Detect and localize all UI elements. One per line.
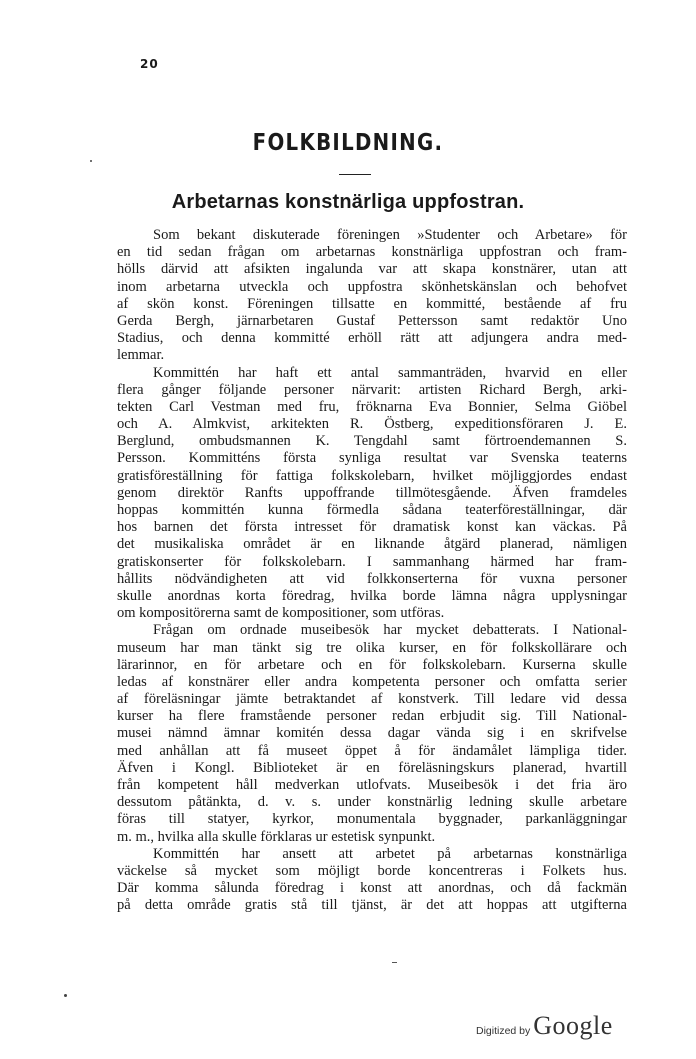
text-line: på detta område gratis stå till tjänst, är det att hoppas att utgifterna xyxy=(117,897,627,914)
text-line: lemmar. xyxy=(117,347,165,364)
text-line: med anhållan att få museet öppet å för ändamålet lämpliga tider. xyxy=(117,742,627,759)
text-line: skulle anordnas korta föredrag, hvilka borde lämna några upplysningar xyxy=(117,587,627,604)
text-line: Där komma sålunda föredrag i konst att anordnas, och då fackmän xyxy=(117,880,627,897)
text-line: Som bekant diskuterade föreningen »Studenter och Arbetare» för xyxy=(153,227,627,243)
title-rule xyxy=(339,174,371,175)
text-line: flera gånger följande personer närvarit: artisten Richard Bergh, arki- xyxy=(117,381,627,398)
text-line: från kompetent håll medverkan utlofvats. Museibesök i det fria äro xyxy=(117,777,627,793)
text-line: Gerda Bergh, järnarbetaren Gustaf Pettersson samt redaktör Uno xyxy=(117,312,627,329)
text-line: inom arbetarna utveckla och uppfostra skönhetskänslan och behofvet xyxy=(117,278,627,295)
text-line: hölls därvid att afsikten ingalunda var att skapa konstnärer, utan att xyxy=(117,261,627,278)
text-line: m. m., hvilka alla skulle förklaras ur estetisk synpunkt. xyxy=(117,828,436,845)
print-mark xyxy=(392,962,397,963)
article-body xyxy=(117,227,627,915)
text-line: hoppas kommittén kunna förmedla sådana teaterföreställningar, där xyxy=(117,502,627,518)
text-line: museum har man tänkt sig tre olika kurser, en för folkskollärare och xyxy=(117,639,627,656)
text-line: af föreläsningar jämte betraktandet af konstverk. Till ledare vid dessa xyxy=(117,691,627,708)
text-line: Berglund, ombudsmannen K. Tengdahl samt förtroendemannen S. xyxy=(117,433,627,450)
text-line: föras till statyer, kyrkor, monumentala byggnader, parkanläggningar xyxy=(117,811,627,828)
text-line: Persson. Kommitténs första synliga resultat var Svenska teaterns xyxy=(117,450,627,467)
text-line: om kompositörerna samt de kompositioner, som utföras. xyxy=(117,605,445,622)
scan-speck xyxy=(64,994,67,997)
text-line: genom direktör Ranfts uppoffrande tillmötesgående. Äfven framdeles xyxy=(117,484,627,501)
text-line: musei nämnd ämnar komitén dessa dagar vända sig i en skrifvelse xyxy=(117,725,627,742)
text-line: ledas af konstnärer eller andra kompetenta personer och omfatta serier xyxy=(117,673,627,690)
text-line: gratisföreställning för fattiga folkskolebarn, hvilket möjliggjordes endast xyxy=(117,467,627,484)
page-number: 20 xyxy=(140,57,159,71)
text-line: af skön konst. Föreningen tillsatte en kommitté, bestående af fru xyxy=(117,295,627,312)
text-line: Kommittén har haft ett antal sammanträden, hvarvid en eller xyxy=(153,364,627,381)
text-line: hos barnen det första intresset för dramatisk konst kan väckas. På xyxy=(117,519,627,536)
section-title: FOLKBILDNING. xyxy=(252,130,444,156)
text-line: Äfven i Kongl. Biblioteket är en föreläsningskurs planerad, hvartill xyxy=(117,759,627,776)
text-line: en tid sedan frågan om arbetarnas konstnärliga uppfostran och fram- xyxy=(117,244,627,261)
text-line: tekten Carl Vestman med fru, fröknarna Eva Bonnier, Selma Giöbel xyxy=(117,398,627,415)
text-line: det musikaliska området är en liknande åtgärd planerad, nämligen xyxy=(117,536,627,553)
text-line: Frågan om ordnade museibesök har mycket debatterats. I National- xyxy=(153,622,627,639)
google-logo: Google xyxy=(533,1011,613,1040)
text-line: väckelse så mycket som möjligt borde koncentreras i Folkets hus. xyxy=(117,862,627,879)
google-watermark xyxy=(476,1011,613,1041)
text-line: Stadius, och denna kommitté erhöll rätt att adjungera andra med- xyxy=(117,330,627,347)
text-line: gratiskonserter för folkskolebarn. I sammanhang härmed har fram- xyxy=(117,553,627,570)
text-line: och A. Almkvist, arkitekten R. Östberg, expeditionsföraren J. E. xyxy=(117,416,627,433)
digitized-by-label: Digitized by xyxy=(476,1025,531,1037)
article-title: Arbetarnas konstnärliga uppfostran. xyxy=(171,191,525,213)
text-line: Kommittén har ansett att arbetet på arbetarnas konstnärliga xyxy=(153,845,627,862)
text-line: hållits nödvändigheten att vid folkkonserterna för vuxna personer xyxy=(117,570,627,587)
scan-speck xyxy=(90,160,92,162)
text-line: dessutom påtänkta, d. v. s. under konstnärlig ledning skulle arbetare xyxy=(117,794,627,811)
text-line: lärarinnor, en för arbetare och en för folkskolebarn. Kurserna skulle xyxy=(117,656,627,673)
text-line: kurser ha flere framstående personer redan erbjudit sig. Till National- xyxy=(117,708,627,725)
